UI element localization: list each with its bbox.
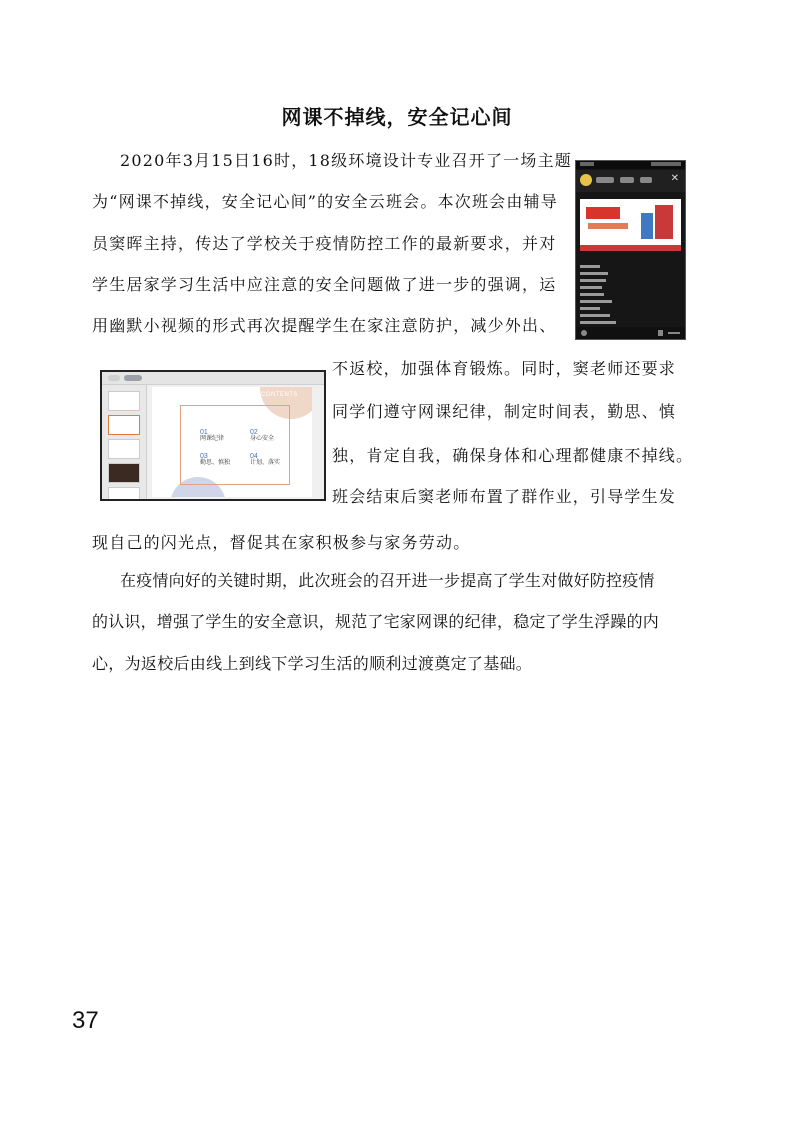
body-line-10: 现自己的闪光点，督促其在家积极参与家务劳动。 <box>92 533 471 552</box>
status-bar <box>576 161 685 169</box>
chat-messages <box>580 265 640 328</box>
body-line-6: 不返校，加强体育锻炼。同时，窦老师还要求 <box>332 359 677 378</box>
body-line-13: 心，为返校后由线上到线下学习生活的顺利过渡奠定了基础。 <box>92 654 533 673</box>
phone-screenshot-image <box>575 160 686 340</box>
body-line-8: 独，肯定自我，确保身体和心理都健康不掉线。 <box>332 446 694 465</box>
article-title: 网课不掉线，安全记心间 <box>281 105 513 129</box>
contents-slide <box>152 387 312 497</box>
close-icon: ✕ <box>670 173 679 184</box>
phone-icon <box>658 330 663 336</box>
body-line-1: 2020年3月15日16时，18级环境设计专业召开了一场主题 <box>120 151 572 170</box>
slideshow-screenshot-image <box>100 370 326 501</box>
body-line-9: 班会结束后窦老师布置了群作业，引导学生发 <box>332 487 677 506</box>
slideshow-toolbar <box>102 372 324 385</box>
body-line-11: 在疫情向好的关键时期，此次班会的召开进一步提高了学生对做好防控疫情 <box>120 571 655 590</box>
body-line-3: 员窦晖主持，传达了学校关于疫情防控工作的最新要求，并对 <box>92 234 557 253</box>
page-number: 37 <box>72 1007 99 1034</box>
video-banner <box>580 199 681 251</box>
slide-item: 04 计划、落实 <box>250 453 281 466</box>
contents-label: CONTENTS <box>261 392 298 398</box>
body-line-12: 的认识，增强了学生的安全意识，规范了宅家网课的纪律，稳定了学生浮躁的内 <box>92 612 660 631</box>
slide-item: 01 网课纪律 <box>200 429 225 442</box>
more-icon <box>668 332 680 334</box>
body-line-7: 同学们遵守网课纪律，制定时间表，勤思、慎 <box>332 402 677 421</box>
slide-thumbnails <box>102 385 147 499</box>
slide-item: 02 身心安全 <box>250 429 275 442</box>
chat-footer <box>576 327 685 339</box>
slide-item: 03 勤思、慎独 <box>200 453 231 466</box>
body-line-4: 学生居家学习生活中应注意的安全问题做了进一步的强调，运 <box>92 275 557 294</box>
chat-header <box>576 170 685 192</box>
avatar <box>580 174 592 186</box>
body-line-2: 为“网课不掉线，安全记心间”的安全云班会。本次班会由辅导 <box>92 192 558 211</box>
emoji-icon <box>581 330 587 336</box>
body-line-5: 用幽默小视频的形式再次提醒学生在家注意防护，减少外出、 <box>92 316 557 335</box>
